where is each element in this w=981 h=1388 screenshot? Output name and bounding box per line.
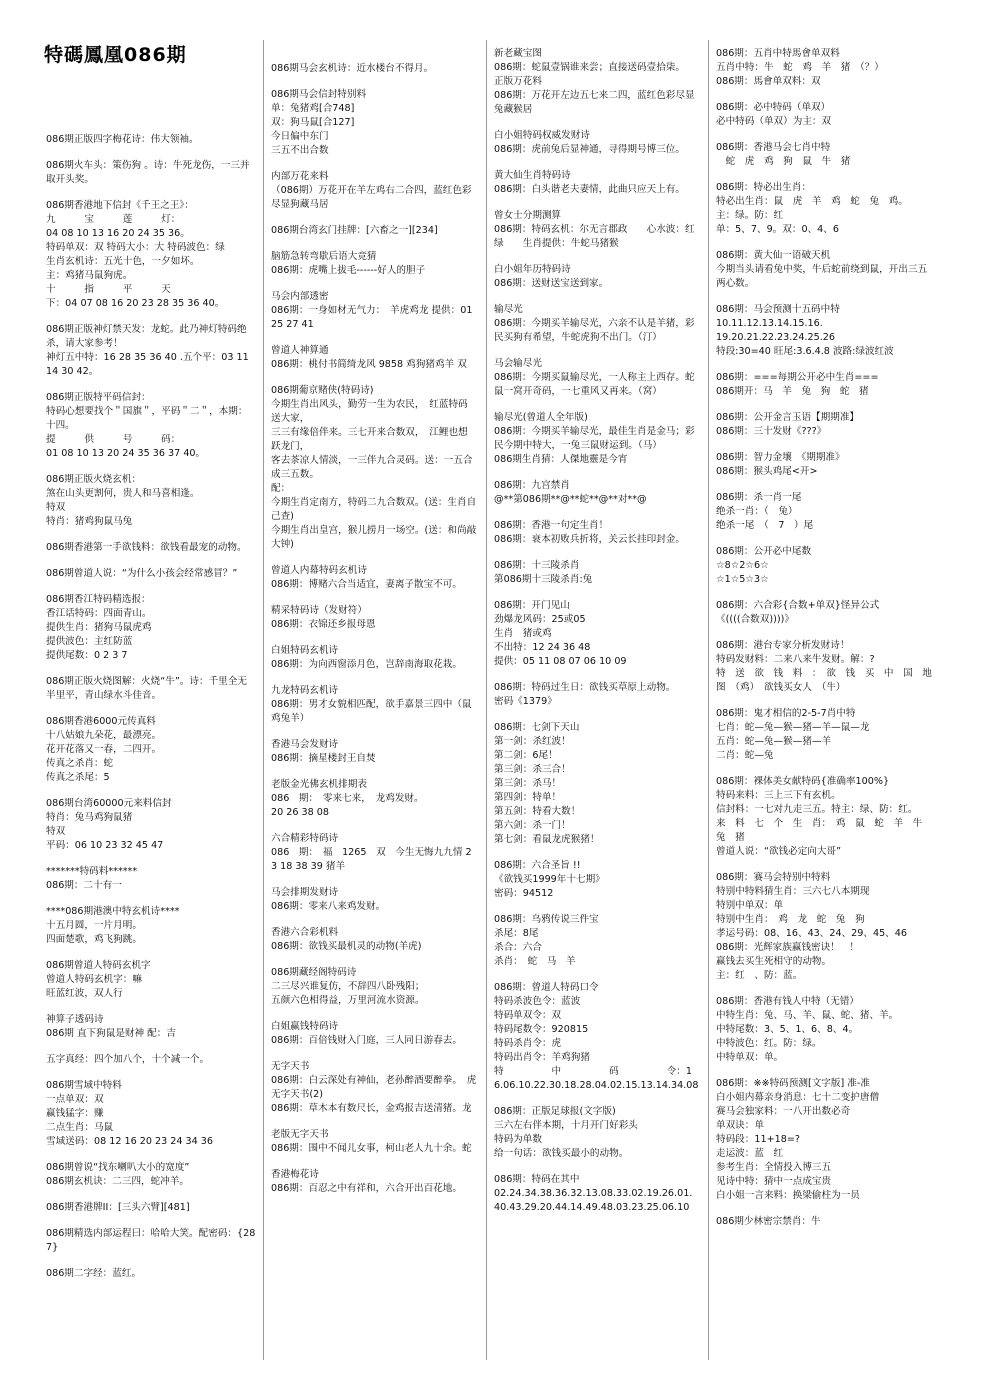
text-block: 内部万花来料 （086期）万花开在羊左鸡右二合四，蓝红色彩尽显狗藏马居 (271, 171, 472, 210)
text-block: 086期：开门见山 劲爆龙风码：25或05 生肖 猪或鸡 不出特：12 24 36 48 提供：05 11 08 07 06 10 09 (494, 600, 627, 667)
text-block: 老版金光佛玄机排期表 086 期： 零来七来， 龙鸡发财。 20 26 38 08 (271, 779, 424, 818)
text-block: 086期：正版足球报(文字版) 三六左右伴本期，十月开门好彩头 特码为单数 给一句话：欲钱买最小的动物。 (494, 1106, 638, 1159)
text-block: 086期：马会预测十五码中特 10.11.12.13.14.15.16. 19.20.21.22.23.24.25.26 特段:30=40 旺尾:3.6.4.8 波路:绿波红波 (716, 304, 894, 357)
text-block: 086期正版火烧玄机： 煞在山头更割何，贵人和马喜相逢。 特双 特肖：猪鸡狗鼠马兔 (46, 474, 200, 527)
text-block: 白小姐特码权威发财诗 086期：虎前兔后显神通，寻得期号博三位。 (494, 130, 685, 155)
text-block: 086期正版四字梅花诗：伟大领袖。 (46, 134, 199, 145)
text-block: 马会排期发财诗 086期：零来八来鸡发财。 (271, 887, 386, 912)
column-2 (271, 62, 477, 1208)
text-block: 086期葡京赌侠(特码诗) 今期生肖出风头，勤劳一生为农民， 红蓝特码送大家， 三三有缘倍伴来。三七开来合数双， 江鲤也想跃龙门， 客去茶凉人情淡，一三伴九合灵码。送：一五合成三五数。 配： 今期生肖定南方，特码二九合数双。(送：生肖自己查) 今期生肖出皇宫，猴儿捞月一场空。(送：和尚敲大钟) (271, 385, 477, 550)
text-block: 老版无字天书 086期：围中不闻儿女事，柯山老人九十余。蛇 (271, 1129, 472, 1154)
text-block: 086期：香港有钱人中特（无错） 中特生肖：兔、马、羊、鼠、蛇、猪、羊。 中特尾数：3、5、1、6、8、4。 中特波色：红。防：绿。 中特单双：单。 (716, 996, 899, 1063)
text-block: 086期：裸体美女献特码{准确率100%} 特码来料：三上三下有玄机。 信封料：一七对九走三五。特主：绿、防：红。 来 料 七 个 生 肖： 鸡 鼠 蛇 羊 牛 兔 猪 曾道人说：“欲钱必定向大哥” (716, 776, 923, 857)
text-block: 086期台湾玄门挂牌：[六畜之一][234] (271, 225, 438, 236)
text-block: 五字真经：四个加八个，十个减一个。 (46, 1054, 210, 1065)
text-block: 086期：===每期公开必中生肖=== 086期开：马 羊 兔 狗 蛇 猪 (716, 372, 879, 397)
text-block: 086期正版神灯禁天发：龙蛇。此乃神灯特码绝杀，请大家参考！ 神灯五中特：16 28 35 36 40 .五个平：03 11 14 30 42。 (46, 324, 249, 377)
text-block: ****086期港澳中特玄机诗**** 十五月圆，一片月明。 四面楚歌，鸡飞狗跳。 (46, 906, 180, 945)
text-block: 086期：六合彩{合数+单双}怪异公式 《((((合数双))))》 (716, 600, 880, 625)
text-block: 086期：特码在其中 02.24.34.38.36.32.13.08.33.02.19.26.01. 40.43.29.20.44.14.49.48.03.23.25.06.10 (494, 1174, 693, 1213)
text-block: 086期：十三陵杀肖 第086期十三陵杀肖:兔 (494, 560, 593, 585)
text-block: 086期：必中特码（单双） 必中特码（单双）为主：双 (716, 102, 832, 127)
text-block: 086期正版火烧图解：火烧“牛”。诗：千里全无半里平，青山绿水斗佳音。 (46, 676, 247, 701)
text-block: 086期：六合圣旨 !! 《欲钱买1999年十七期》 密码：94512 (494, 860, 605, 899)
text-block: 九龙特码玄机诗 086期：男才女貌相匹配，欲手嘉景三四中（鼠鸡兔羊） (271, 685, 472, 724)
text-block: 086期香港地下信封《千王之王》： 九 宝 莲 灯： 04 08 10 13 16 20 24 35 36。 特码单双：双 特码大小：大 特码波色：绿 生肖玄机诗：五光十色，一夕如坏。 主：鸡猪马鼠狗虎。 十 指 平 天 下：04 07 08 16 20 23 28 35 36 40。 (46, 200, 225, 309)
text-block: 六合精彩特码诗 086 期： 福 1265 双 今生无悔九九情 23 18 38 39 猪羊 (271, 833, 472, 872)
text-block: 086期藏经阁特码诗 二三尽兴谁复仿，不辞四八卧残阳； 五颜六色相得益，万里河流水资源。 (271, 967, 425, 1006)
text-block: 086期：鬼才相信的2-5-7肖中特 七肖：蛇—兔—猴—猪—羊—鼠—龙 五肖：蛇—兔—猴—猪—羊 二肖：蛇—兔 (716, 708, 870, 761)
text-block: 香港六合彩机料 086期：欲钱买最机灵的动物(羊虎) (271, 927, 422, 952)
text-block: 086期：智力金壤 《期期准》 086期：猴头鸡尾<开> (716, 452, 845, 477)
text-block: 086期雪域中特料 一点单双：双 赢钱猛字：赚 二点生肖：马鼠 雪域送码：08 12 16 20 23 24 34 36 (46, 1080, 213, 1147)
column-1 (46, 133, 256, 1293)
text-block: 086期曾道人说：“为什么小孩会经常感冒？” (46, 568, 238, 579)
text-block: 香港马会发财诗 086期：摘星楼封王自焚 (271, 739, 376, 764)
text-block: 086期：乌鸦传说三件宝 杀尾：8尾 杀合：六合 杀肖： 蛇 马 羊 (494, 914, 599, 967)
text-block: 086期：香港一句定生肖！ 086期：衰本初败兵折将，关云长挂印封金。 (494, 520, 685, 545)
text-block: 086期火车头：策伤狗 。诗：牛死龙伤，一三并取开头奖。 (46, 160, 250, 185)
text-block: 086期：公开必中尾数 ☆8☆2☆6☆ ☆1☆5☆3☆ (716, 546, 812, 585)
text-block: 神算子透码诗 086期 直下狗鼠是财神 配：吉 (46, 1014, 176, 1039)
text-block: 086期：九宫禁肖 @**第086期**@**蛇**@**对**@ (494, 480, 647, 505)
text-block: 086期：特码过生日：欲钱买草原上动物。 密码《1379》 (494, 682, 676, 707)
text-block: 曾道人内幕特码玄机诗 086期：博赌六合当适宜，妻离子散宝不可。 (271, 565, 462, 590)
text-block: 086期香港6000元传真料 十八姑娘九朵花，最漂亮。 花开花落又一春，二四开。 传真之杀肖：蛇 传真之杀尾：5 (46, 716, 162, 783)
text-block: 086期：七剑下天山 第一剑：杀红波！ 第二剑：6尾！ 第三剑：杀三合！ 第三剑：杀马！ 第四剑：特单！ 第五剑：特看大数！ 第六剑：杀一门！ 第七剑：看鼠龙虎猴猪！ (494, 722, 600, 845)
text-block: 086期：港台专家分析发财诗！ 特码发财料：二来八来牛发财。解：? 特 送 欲 钱 料 ： 欲 钱 买 中 国 地图 （鸡） 欲钱买女人 （牛） (716, 640, 932, 693)
column-divider (263, 40, 264, 1360)
text-block: 086期曾说“找东喇叭大小的宽度” 086期玄机诀：二三四，蛇冲羊。 (46, 1162, 190, 1187)
text-block: 脑筋急转弯歇后语大竞猜 086期：虎嘴上拔毛------好人的胆子 (271, 251, 426, 276)
text-block: 新老藏宝图 086期：蛇鼠壹锅谁来尝；直接送码壹拾柒。 正版万花料 086期：万花开左边五七来二四，蓝红色彩尽显兔藏猴居 (494, 48, 695, 115)
text-block: 086期曾道人特码玄机字 曾道人特码玄机字：嘛 旺蓝红波，双人行 (46, 960, 151, 999)
text-block: 黄大仙生肖特码诗 086期：白头谐老夫妻情，此曲只应天上有。 (494, 170, 685, 195)
text-block: 086期正版特平码信封： 特码心想要找个＂国旗＂，平码＂二＂，本期：十四。 提 供 号 码： 01 08 10 13 20 24 35 36 37 40。 (46, 392, 248, 459)
text-block: 白姐赢钱特码诗 086期：百倍钱财入门庭，三人同日游春去。 (271, 1021, 462, 1046)
text-block: 086期马会信封特别料 单：兔猪鸡[合748] 双：狗马鼠[合127] 今日偏中东门 三五不出合数 (271, 89, 367, 156)
text-block: 086期香江特码精选报： 香江话特码：四面青山。 提供生肖：猪狗马鼠虎鸡 提供波色：主红防蓝 提供尾数：0 2 3 7 (46, 594, 152, 661)
text-block: 086期台湾60000元来料信封 特肖：兔马鸡狗鼠猪 特双 平码：06 10 23 32 45 47 (46, 798, 172, 851)
text-block: 输尽光 086期：今期买羊输尽光，六亲不认是羊猪，彩民买狗有希望，牛蛇虎狗不出门。（汀） (494, 304, 695, 343)
text-block: 马会输尽光 086期：今期买鼠输尽光，一人称主上西存。蛇鼠一窝开奇码，一七重风又再来。（窝） (494, 358, 695, 397)
column-divider (708, 40, 709, 1360)
text-block: 086期香港牌II：[三头六臂][481] (46, 1202, 190, 1213)
text-block: 086期精选内部运程曰：哈哈大笑。配密码：{287} (46, 1228, 256, 1253)
text-block: 086期香港第一手欲钱料：欲钱看最宠的动物。 (46, 542, 247, 553)
text-block: *******特码料****** 086期：二十有一 (46, 866, 138, 891)
column-3 (494, 47, 699, 1227)
text-block: 马会内部透密 086期：一身如材无气力： 羊虎鸡龙 提供：01 25 27 41 (271, 291, 473, 330)
text-block: 086期少林密宗禁肖：牛 (716, 1216, 821, 1227)
text-block: 香港梅花诗 086期：百忍之中有祥和，六合开出百花地。 (271, 1169, 462, 1194)
text-block: 白姐特码玄机诗 086期：为向西窗添月色，岂辞南海取花栽。 (271, 645, 462, 670)
text-block: 086期马会玄机诗：近水楼台不得月。 (271, 63, 434, 74)
text-block: 086期：曾道人特码口令 特码杀波色令：蓝波 特码单双令：双 特码尾数令：920815 特码杀肖令：虎 特码出肖令：羊鸡狗猪 特 中 码 令：16.06.10.22.30.18.28.04.02.15.13.14.34.08 (494, 982, 699, 1091)
text-block: 无字天书 086期：白云深处有神仙，老孙醉酒要醉拳。 虎 无字天书(2) 086期：草木本有数尺长，金鸡报吉送清猪。龙 (271, 1061, 477, 1114)
text-block: 精采特码诗（发财符） 086期：衣锦还乡报母恩 (271, 605, 376, 630)
text-block: 086期：杀一肖一尾 绝杀一肖：（ 兔） 绝杀一尾 （ 7 ）尾 (716, 492, 814, 531)
text-block: 086期：香港马会七肖中特 蛇 虎 鸡 狗 鼠 牛 猪 (716, 142, 851, 167)
text-block: 086期二字经：蓝红。 (46, 1268, 142, 1279)
text-block: 086期：特必出生肖： 特必出生肖：鼠 虎 羊 鸡 蛇 兔 鸡。 主：绿。防：红 单：5、7、9。双：0、4、6 (716, 182, 908, 235)
text-block: 输尽光(曾道人全年版) 086期：今期买羊输尽光，最佳生肖是金马；彩民今期中特大，一兔三鼠财运到。（马） 086期生肖猜：人傑地靈是今宵 (494, 412, 695, 465)
text-block: 086期：黄大仙一语破天机 今期当头请看兔中奖，牛后蛇前绕到鼠，开出三五两心数。 (716, 250, 928, 289)
column-4 (716, 47, 936, 1241)
text-block: 曾道人神算通 086期：桃付书简绮龙风 9858 鸡狗猪鸡羊 双 (271, 345, 467, 370)
text-block: 086期：赛马会特别中特料 特别中特料猜生肖：三六七八本期现 特别中单双：单 特别中生肖： 鸡 龙 蛇 兔 狗 孝运号码：08、16、43、24、29、45、46 086期：光辉家族赢钱密诀！ ！ 赢钱去买生死相守的动物。 主：红 、防：蓝。 (716, 872, 907, 981)
text-block: 曾女士分期测算 086期：特码玄机：尔无言郡政 心水波：红绿 生肖提供：牛蛇马猪猴 (494, 210, 695, 249)
text-block: 086期：公开金言玉语【期期准】 086期：三十发财《???》 (716, 412, 860, 437)
text-block: 白小姐年历特码诗 086期：送财送宝送到家。 (494, 264, 609, 289)
column-divider (486, 40, 487, 1360)
text-block: 086期：※※特码预测[文字版] 准-准 白小姐内幕亲身消息：七十二变护唐僧 赛马会独家料：一八开出数必奇 单双诀：单 特码段：11+18=? 走运波：蓝 红 参考生肖：全情投入博三五 见诗中特：猜中一点成宝贵 白小姐一言来料：换梁偷柱为一员 (716, 1078, 880, 1201)
text-block: 086期：五肖中特馬會单双料 五肖中特：牛 蛇 鸡 羊 猪 （？） 086期：馬會单双料：双 (716, 48, 884, 87)
page-title: 特碼鳳凰086期 (44, 44, 187, 66)
